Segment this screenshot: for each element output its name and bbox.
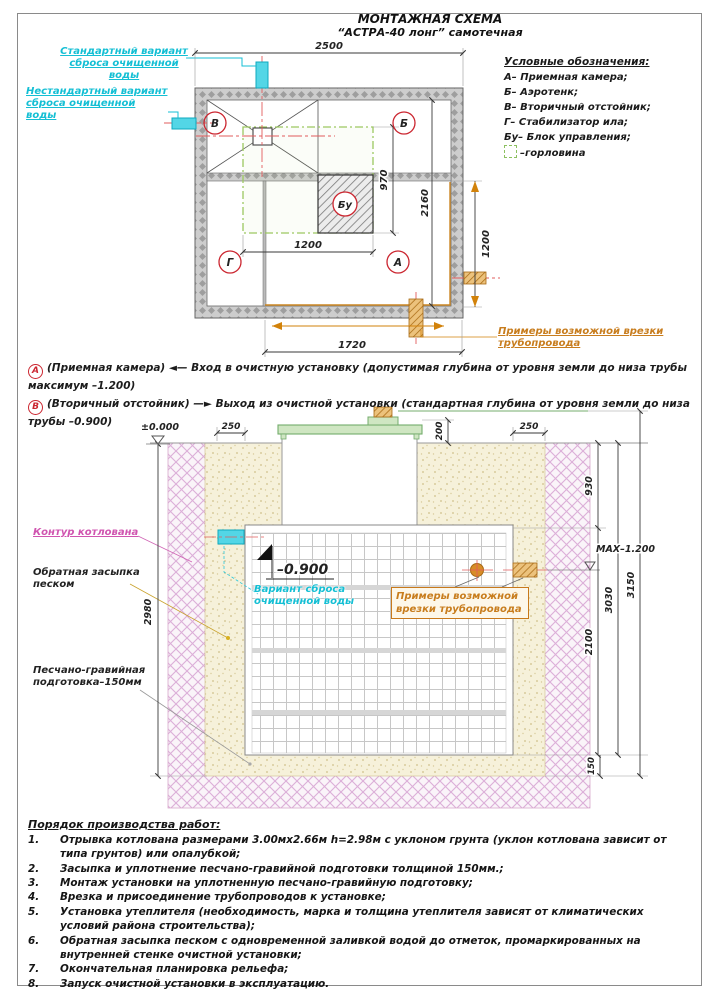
work-order-item: 6. Обратная засыпка песком с одновременной заливкой водой до отметок, промаркированных на внутренней стенке очистной установки;	[28, 934, 641, 961]
nonstandard-outlet-leader	[168, 112, 178, 118]
inlet-box	[253, 128, 272, 145]
note-outlet: В (Вторичный отстойник) —► Выход из очистной установки (стандартная глубина от уровня земли до низа трубы –0.900)	[28, 398, 690, 429]
legend-item: Б– Аэротенк;	[504, 87, 579, 98]
plan-view	[164, 41, 500, 357]
elevation-outlet-value: –0.900	[277, 562, 329, 578]
pipe-tap-block-icon	[513, 563, 537, 577]
tank-neck	[282, 433, 417, 530]
backfill-label: Обратная засыпка песком	[33, 567, 140, 591]
legend-item: Г– Стабилизатор ила;	[504, 117, 629, 128]
arrow-right-icon: —►	[193, 398, 212, 411]
work-order-item: 1. Отрывка котлована размерами 3.00мх2.66м h=2.98м с уклоном грунта (уклон котлована зависит от типа грунтов) или опалубкой;	[28, 834, 667, 861]
section-pipe-note-box: Примеры возможной врезки трубопровода	[391, 587, 529, 619]
legend-heading: Условные обозначения:	[504, 56, 650, 68]
note-a-marker: А	[28, 364, 43, 379]
elevation-max-value: MAX–1.200	[596, 544, 655, 555]
elevation-zero-value: ±0.000	[141, 422, 180, 433]
dim-inlet-depth: 1200	[481, 230, 492, 258]
legend-item: Бу– Блок управления;	[504, 132, 631, 143]
legend	[504, 56, 700, 161]
title-line2: “АСТРА-40 лонг” самотечная	[337, 26, 523, 39]
plan-pipe-note-label: Примеры возможной врезки трубопровода	[498, 326, 664, 350]
chamber-b-label: Б	[399, 118, 409, 130]
dim-left-gap: 250	[221, 422, 241, 432]
base-leader-dot	[248, 762, 251, 765]
dim-plan-width: 2500	[315, 41, 343, 52]
dim-right-gap: 250	[519, 422, 539, 432]
outlet-variant-label: Вариант сброса очищенной воды	[254, 584, 355, 608]
work-order-block	[28, 818, 690, 991]
title-line1: МОНТАЖНАЯ СХЕМА	[357, 12, 503, 26]
chamber-g-label: Г	[226, 257, 234, 269]
arrow-left-icon: ◄—	[168, 362, 188, 374]
nonstandard-outlet-label: Нестандартный вариант сброса очищенной воды	[26, 86, 168, 122]
legend-item: А– Приемная камера;	[504, 72, 628, 83]
pit-contour-label: Контур котлована	[33, 527, 139, 538]
dim-neck-height: 970	[379, 169, 390, 191]
notes-block	[28, 361, 690, 433]
work-order-item: 3. Монтаж установки на уплотненную песчано-гравийную подготовку;	[28, 877, 473, 890]
dim-total-inner: 3030	[604, 586, 615, 614]
work-order-item: 7. Окончательная планировка рельефа;	[28, 963, 289, 976]
work-order-item: 8. Запуск очистной установки в эксплуатацию.	[28, 977, 330, 990]
chamber-v-label: В	[210, 118, 220, 130]
dim-pit-depth: 2980	[143, 598, 154, 626]
standard-outlet-label: Стандартный вариант сброса очищенной воды	[60, 46, 188, 82]
legend-item: В– Вторичный отстойник;	[504, 102, 651, 113]
chamber-a-label: А	[393, 257, 403, 269]
work-order-item: 4. Врезка и присоединение трубопроводов к установке;	[28, 891, 386, 904]
dim-total: 3150	[626, 571, 637, 599]
dim-neck-depth: 930	[584, 476, 595, 496]
dim-inner-height: 2160	[420, 189, 431, 217]
standard-outlet-pipe-icon	[256, 62, 268, 88]
neck-outline-legend-icon	[504, 145, 517, 158]
dim-body-height: 2100	[584, 628, 595, 656]
work-order-item: 2. Засыпка и уплотнение песчано-гравийной подготовки толщиной 150мм.;	[28, 862, 504, 875]
note-inlet: А (Приемная камера) ◄— Вход в очистную установку (допустимая глубина от уровня земли до низа трубы максимум –1.200)	[28, 362, 688, 393]
lid-leg-left	[281, 434, 286, 439]
standard-outlet-leader	[186, 58, 256, 66]
work-order-item: 5. Установка утеплителя (необходимость, марка и толщина утеплителя зависят от климатических условий района строительства);	[28, 905, 644, 933]
dim-base-thickness: 150	[587, 757, 597, 775]
backfill-leader-dot	[226, 636, 230, 640]
chamber-bu-label: Бу	[337, 200, 353, 211]
nonstandard-outlet-pipe-icon	[172, 118, 196, 129]
note-v-marker: В	[28, 400, 43, 415]
work-order-heading: Порядок производства работ:	[28, 818, 221, 831]
dim-plan-bottom: 1720	[338, 340, 366, 351]
dim-neck-width: 1200	[294, 240, 322, 251]
drawing-title	[270, 12, 590, 39]
lid-leg-right	[414, 434, 419, 439]
dim-lid-height: 200	[435, 421, 445, 441]
legend-item-neck: –горловина	[504, 145, 700, 161]
base-prep-label: Песчано-гравийная подготовка–150мм	[33, 665, 146, 689]
